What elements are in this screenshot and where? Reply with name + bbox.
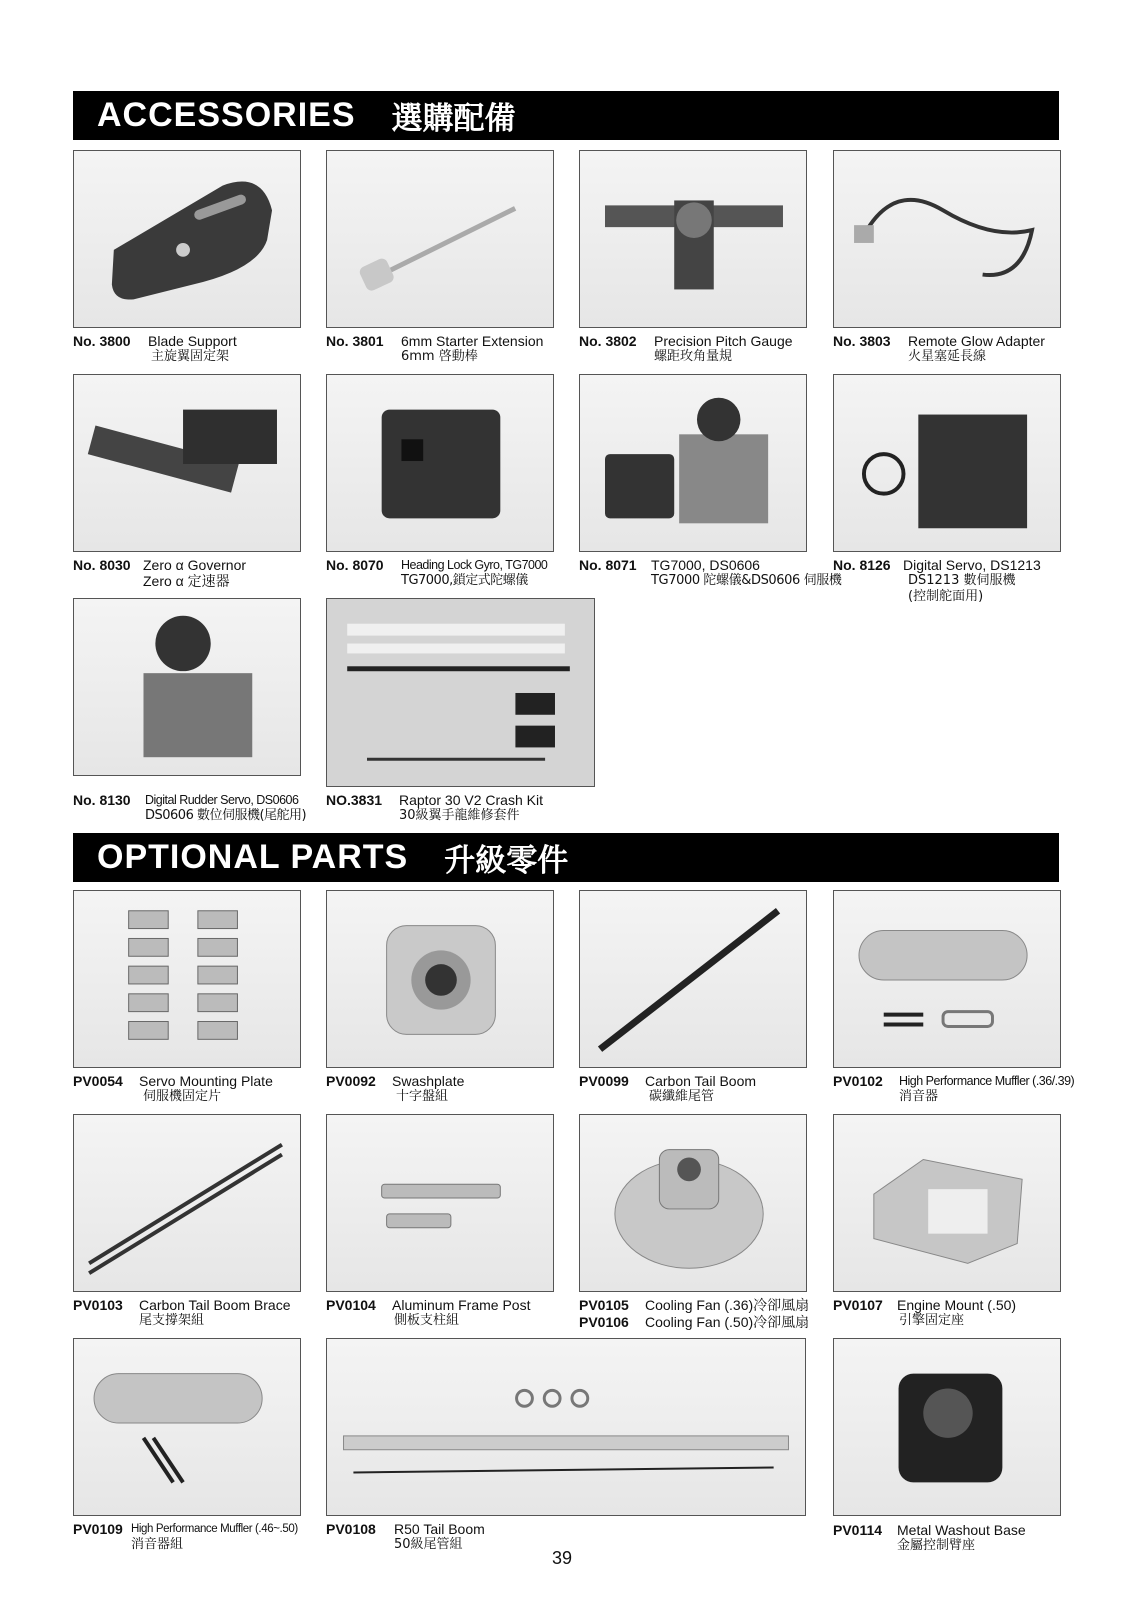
product-name-zh: DS0606 數位伺服機(尾舵用) [145, 808, 307, 823]
governor-photo [73, 374, 301, 552]
product-code: No. 8030 [73, 557, 131, 573]
product-name: Engine Mount (.50) [897, 1297, 1017, 1313]
accessories-title: ACCESSORIES [97, 96, 356, 134]
caption [73, 1297, 291, 1328]
product-name-zh: TG7000 陀螺儀&DS0606 伺服機 [651, 573, 842, 588]
caption [579, 557, 842, 588]
product-name-zh: 金屬控制臂座 [897, 1538, 976, 1553]
product-name-zh: 6mm 啓動棒 [401, 349, 478, 364]
product-name-zh: 尾支撐架組 [139, 1313, 205, 1328]
product-code: No. 3800 [73, 333, 131, 349]
product-8126 [833, 374, 1061, 604]
muffler-photo [833, 890, 1061, 1068]
product-name-zh: 螺距玫角量規 [654, 349, 733, 364]
servo-mounting-plate-photo [73, 890, 301, 1068]
caption [326, 333, 544, 364]
product-name-zh: 30級翼手龍維修套件 [399, 808, 520, 823]
product-code: PV0107 [833, 1297, 883, 1313]
product-name: High Performance Muffler (.46~.50) [131, 1523, 298, 1535]
product-pv0054 [73, 890, 301, 1105]
caption [73, 792, 307, 823]
caption [326, 1521, 485, 1552]
product-pv0109 [73, 1338, 323, 1558]
caption [833, 557, 1041, 604]
product-name: Zero α Governor [143, 557, 247, 573]
product-3802 [579, 150, 807, 364]
caption [326, 1297, 531, 1328]
product-name: Carbon Tail Boom Brace [139, 1297, 291, 1313]
page-number: 39 [552, 1548, 573, 1568]
product-name-zh: 十字盤組 [396, 1089, 449, 1104]
product-name: Aluminum Frame Post [392, 1297, 531, 1313]
product-8071 [579, 374, 842, 604]
caption [579, 1297, 810, 1330]
product-name-zh: TG7000,鎖定式陀螺儀 [401, 573, 528, 588]
product-code: PV0108 [326, 1521, 376, 1537]
caption [73, 333, 237, 364]
product-name-zh: Zero α 定速器 [143, 573, 230, 589]
product-name-zh: 主旋翼固定架 [151, 349, 230, 364]
product-name-zh: 碳纖維尾管 [649, 1089, 715, 1104]
product-name: Servo Mounting Plate [139, 1073, 273, 1089]
blade-support-photo [73, 150, 301, 328]
accessories-banner [73, 91, 1059, 140]
product-name: High Performance Muffler (.36/.39) [899, 1074, 1075, 1088]
product-3803 [833, 150, 1061, 364]
crash-kit-photo [326, 598, 595, 787]
product-name: 6mm Starter Extension [401, 333, 544, 349]
product-name: Remote Glow Adapter [908, 333, 1045, 349]
caption [326, 1073, 465, 1104]
product-name-zh-2: (控制舵面用) [908, 589, 984, 604]
product-code: NO.3831 [326, 792, 383, 808]
caption [73, 557, 247, 589]
product-code: PV0105 [579, 1297, 629, 1313]
caption [833, 1073, 1075, 1104]
product-code: No. 3801 [326, 333, 384, 349]
product-code-2: PV0106 [579, 1314, 629, 1330]
product-code: PV0114 [833, 1522, 883, 1538]
product-name: Cooling Fan (.36)冷卻風扇 [645, 1297, 810, 1313]
product-name-zh: 側板支柱組 [394, 1313, 460, 1328]
product-pv0104 [326, 1114, 566, 1329]
caption [73, 1073, 273, 1104]
optional-parts-title-zh: 升級零件 [444, 843, 569, 879]
product-name: Digital Rudder Servo, DS0606 [145, 793, 299, 807]
product-name: Raptor 30 V2 Crash Kit [399, 792, 543, 808]
caption [833, 1297, 1017, 1328]
starter-extension-photo [326, 150, 554, 328]
cooling-fan-photo [579, 1114, 807, 1292]
product-code: PV0099 [579, 1073, 629, 1089]
product-code: No. 3802 [579, 333, 637, 349]
product-code: No. 3803 [833, 333, 891, 349]
frame-post-photo [326, 1114, 554, 1292]
product-name: Digital Servo, DS1213 [903, 557, 1041, 573]
product-name: Swashplate [392, 1073, 465, 1089]
product-name-zh: 火星塞延長線 [908, 349, 987, 364]
rudder-servo-photo [73, 598, 301, 776]
product-3800 [73, 150, 301, 364]
caption [326, 557, 548, 588]
product-name-zh: 伺服機固定片 [143, 1089, 222, 1104]
product-pv0099 [579, 890, 807, 1105]
product-name-zh: DS1213 數伺服機 [908, 573, 1016, 588]
product-pv0114 [833, 1338, 1061, 1558]
product-code: PV0092 [326, 1073, 376, 1089]
product-code: PV0103 [73, 1297, 123, 1313]
caption [833, 1522, 1026, 1553]
product-code: PV0102 [833, 1073, 883, 1089]
product-name: Blade Support [148, 333, 237, 349]
product-name: R50 Tail Boom [394, 1521, 485, 1537]
tail-boom-brace-photo [73, 1114, 301, 1292]
swashplate-photo [326, 890, 554, 1068]
product-code: PV0104 [326, 1297, 376, 1313]
caption [326, 792, 543, 823]
product-3831 [326, 598, 596, 828]
product-pv0103 [73, 1114, 313, 1329]
gyro-servo-photo [579, 374, 807, 552]
product-8030 [73, 374, 301, 604]
caption [579, 1073, 757, 1104]
product-name-2: Cooling Fan (.50)冷卻風扇 [645, 1314, 810, 1330]
product-name: TG7000, DS0606 [651, 557, 760, 573]
caption [73, 1521, 298, 1552]
product-name-zh: 引擎固定座 [899, 1313, 965, 1328]
product-8070 [326, 374, 554, 604]
pitch-gauge-photo [579, 150, 807, 328]
product-pv0105 [579, 1114, 829, 1329]
product-code: PV0054 [73, 1073, 123, 1089]
product-pv0102 [833, 890, 1113, 1105]
accessories-title-zh: 選購配備 [391, 101, 516, 137]
engine-mount-photo [833, 1114, 1061, 1292]
product-name-zh: 50級尾管組 [394, 1537, 463, 1552]
product-pv0107 [833, 1114, 1061, 1329]
optional-parts-title: OPTIONAL PARTS [97, 838, 409, 876]
caption [833, 333, 1045, 364]
product-name: Carbon Tail Boom [645, 1073, 757, 1089]
product-pv0092 [326, 890, 554, 1105]
product-name-zh: 消音器 [899, 1089, 939, 1104]
product-code: No. 8126 [833, 557, 891, 573]
product-code: No. 8130 [73, 792, 131, 808]
glow-adapter-photo [833, 150, 1061, 328]
digital-servo-photo [833, 374, 1061, 552]
product-name: Precision Pitch Gauge [654, 333, 793, 349]
product-name: Heading Lock Gyro, TG7000 [401, 558, 548, 572]
optional-parts-banner [73, 833, 1059, 882]
washout-base-photo [833, 1338, 1061, 1516]
gyro-photo [326, 374, 554, 552]
product-8130 [73, 598, 323, 828]
product-code: PV0109 [73, 1521, 123, 1537]
product-3801 [326, 150, 554, 364]
product-code: No. 8070 [326, 557, 384, 573]
product-name-zh: 消音器組 [131, 1537, 184, 1552]
carbon-tail-boom-photo [579, 890, 807, 1068]
muffler-set-photo [73, 1338, 301, 1516]
product-code: No. 8071 [579, 557, 637, 573]
tail-boom-photo [326, 1338, 806, 1516]
product-pv0108 [326, 1338, 806, 1558]
product-name: Metal Washout Base [897, 1522, 1026, 1538]
caption [579, 333, 793, 364]
